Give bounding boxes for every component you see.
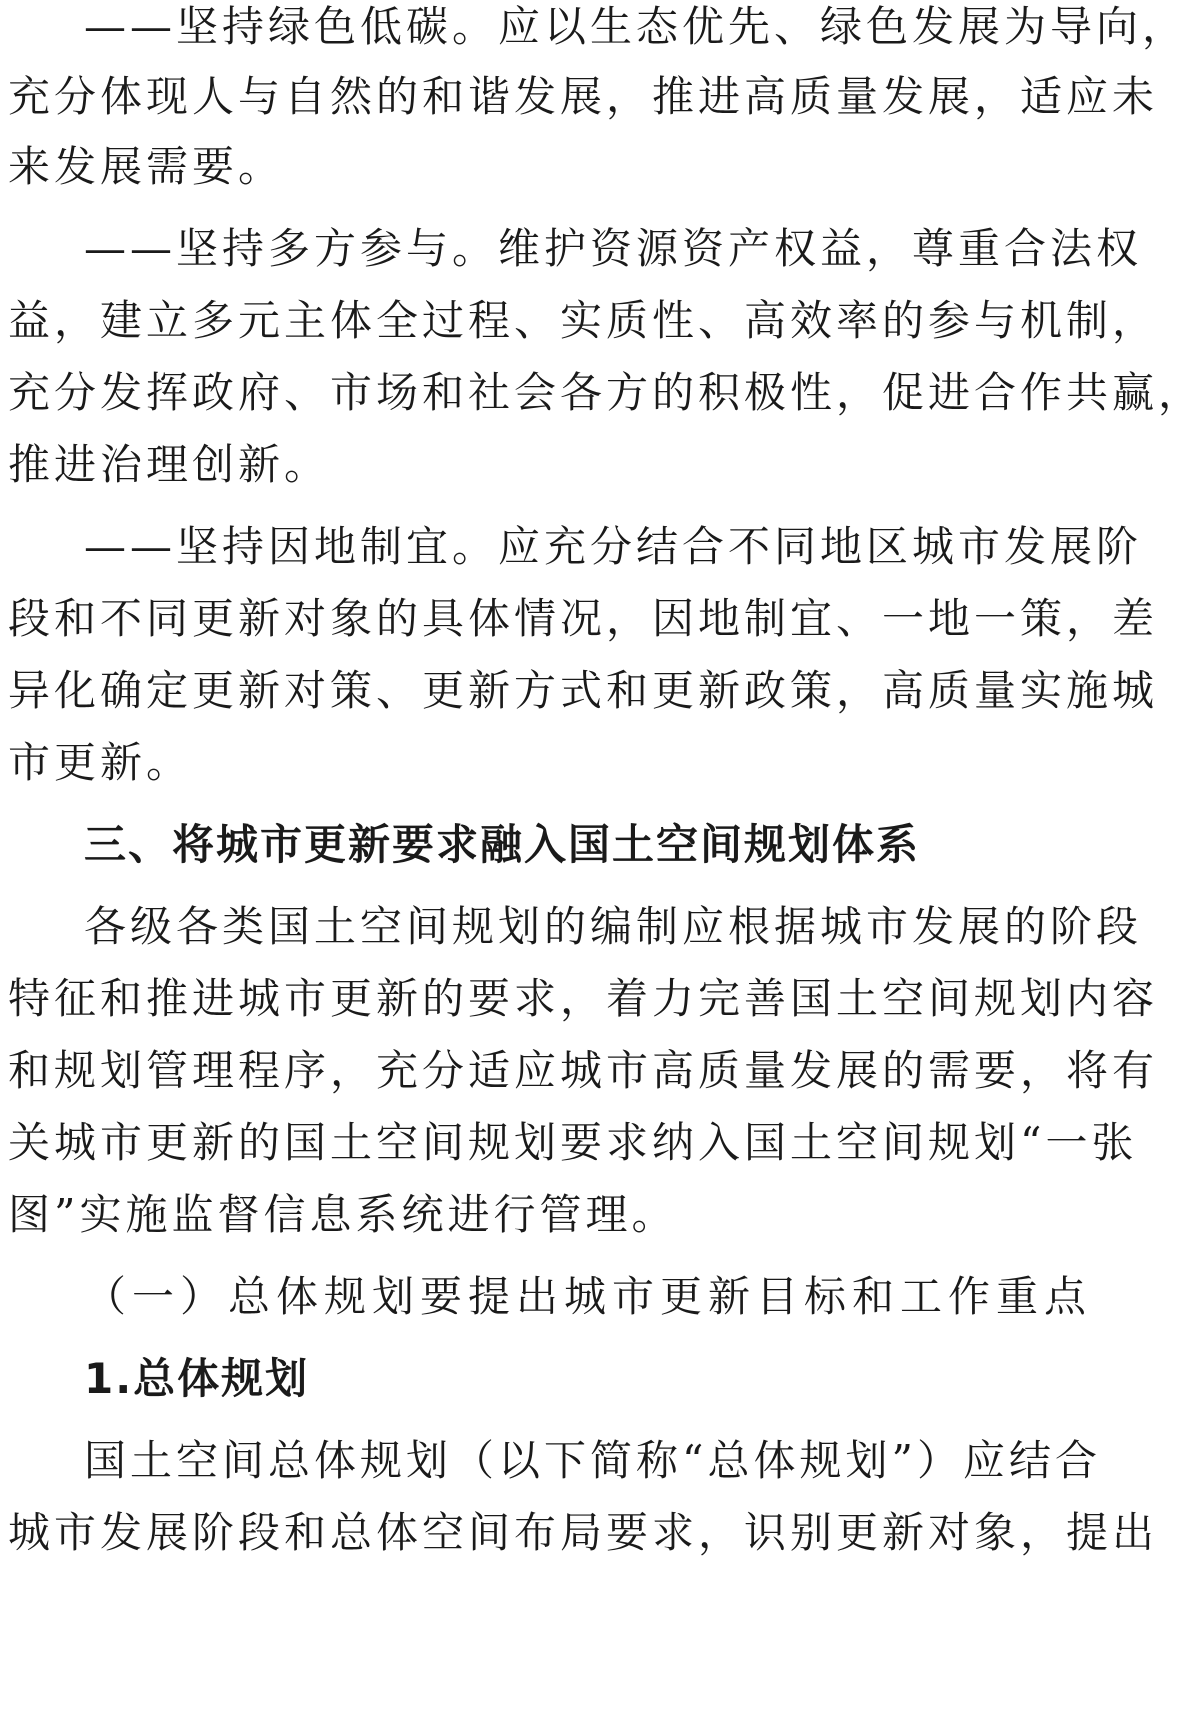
- subsection-heading: （一）总体规划要提出城市更新目标和工作重点: [84, 1272, 1093, 1321]
- paragraph-line: 异化确定更新对策、更新方式和更新政策，高质量实施城: [8, 666, 1159, 715]
- paragraph-line: 市更新。: [8, 738, 193, 787]
- paragraph-line: 充分发挥政府、市场和社会各方的积极性，促进合作共赢，: [8, 368, 1204, 417]
- paragraph-line: 图”实施监督信息系统进行管理。: [8, 1190, 678, 1239]
- paragraph-line: 段和不同更新对象的具体情况，因地制宜、一地一策，差: [8, 594, 1159, 643]
- paragraph-line: 特征和推进城市更新的要求，着力完善国土空间规划内容: [8, 974, 1159, 1023]
- paragraph-line: 来发展需要。: [8, 142, 285, 191]
- paragraph-line: ——坚持因地制宜。应充分结合不同地区城市发展阶: [84, 522, 1143, 571]
- paragraph-line: ——坚持多方参与。维护资源资产权益，尊重合法权: [84, 224, 1143, 273]
- item-heading: 1.总体规划: [84, 1354, 310, 1403]
- paragraph-line: 国土空间总体规划（以下简称“总体规划”）应结合: [84, 1436, 1101, 1485]
- section-heading: 三、将城市更新要求融入国土空间规划体系: [84, 820, 921, 869]
- paragraph-line: 关城市更新的国土空间规划要求纳入国土空间规划“一张: [8, 1118, 1138, 1167]
- paragraph-line: ——坚持绿色低碳。应以生态优先、绿色发展为导向，: [84, 2, 1189, 51]
- paragraph-line: 各级各类国土空间规划的编制应根据城市发展的阶段: [84, 902, 1143, 951]
- paragraph-line: 和规划管理程序，充分适应城市高质量发展的需要，将有: [8, 1046, 1159, 1095]
- paragraph-line: 推进治理创新。: [8, 440, 331, 489]
- paragraph-line: 充分体现人与自然的和谐发展，推进高质量发展，适应未: [8, 72, 1159, 121]
- paragraph-line: 益，建立多元主体全过程、实质性、高效率的参与机制，: [8, 296, 1159, 345]
- paragraph-line: 城市发展阶段和总体空间布局要求，识别更新对象，提出: [8, 1508, 1159, 1557]
